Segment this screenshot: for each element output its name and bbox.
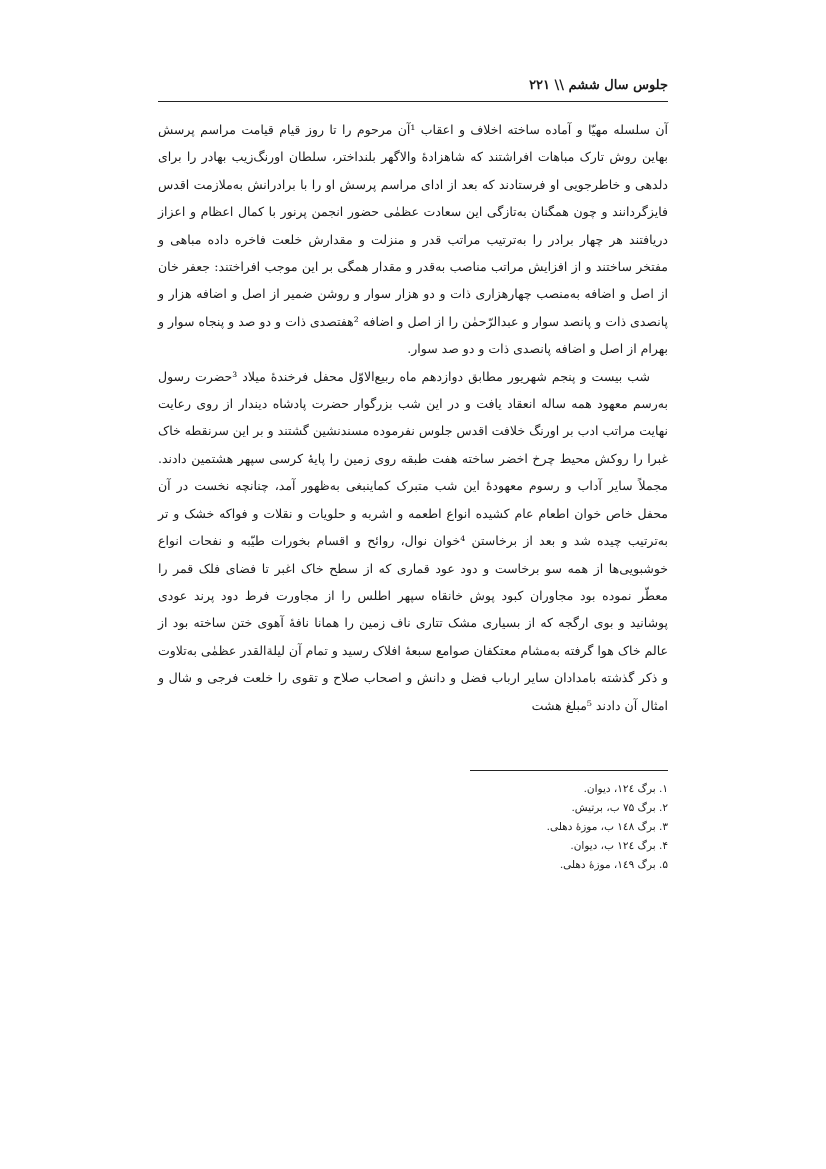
footnote-item: ۴. برگ ۱۲٤ ب، دیوان. — [570, 840, 668, 852]
footnote-item: ۳. برگ ۱٤۸ ب، موزهٔ دهلی. — [546, 821, 668, 833]
paragraph: شب بیست و پنجم شهریور مطابق دوازدهم ماه ربیع‌الاوّل محفل فرخندهٔ میلاد ³حضرت رسول به‌رسم معهود همه ساله انعقاد یافت و در این شب بزرگوار حضرت پادشاه دیندار از روی رعایت نهایت مراتب ادب بر اورنگ خلافت اقدس جلوس نفرموده مسندنشین گشتند و بر این سرنقطه خاک غبرا را روکش محیط چرخ اخضر ساخته هفت طبقه روی زمین را پایهٔ کرسی سپهر هشتمین دادند. مجملاً سایر آداب و رسوم معهودهٔ این شب متبرک کماینبغی به‌ظهور آمد، چنانچه نخست در آن محفل خاص خوان اطعام عام کشیده انواع اطعمه و اشربه و حلویات و نقلات و فواکه خشک و تر به‌ترتیب چیده شد و بعد از برخاستن ⁴خوان نوال، روائح و اقسام بخورات طیّبه و نفحات انواع خوشبویی‌ها از همه سو برخاست و دود عود قماری که از سطح خاک اغبر تا فضای فلک قمر را معطّر نموده بود مجاوران کبود پوش خانقاه سپهر اطلس را از مجاورت فرط دود پرند عودی پوشانید و بوی ارگجه که از بسیاری مشک تتاری ناف زمین را همانا نافهٔ آهوی ختن ساخته بود از عالم خاک هوا گرفته به‌مشام معتکفان صوامع سبعهٔ افلاک رسید و تمام آن لیلةالقدر عظمٰی به‌تلاوت و ذکر گذشته بامدادان سایر ارباب فضل و دانش و اصحاب صلاح و تقوی را خلعت فرجی و شال و امثال آن دادند ⁵مبلغ هشت — [158, 368, 668, 713]
running-head: جلوس سال ششم \\ ۲۲۱ — [529, 78, 668, 93]
footnote-rule — [470, 770, 668, 771]
footnote-item: ۵. برگ ۱٤۹، موزهٔ دهلی. — [559, 859, 668, 871]
body-text — [158, 116, 668, 719]
page-header — [158, 76, 668, 102]
footnote-item: ۲. برگ ۷۵ ب، برتیش. — [571, 802, 668, 814]
paragraph: آن سلسله مهیّا و آماده ساخته اخلاف و اعقاب ¹آن مرحوم را تا روز قیام قیامت مراسم پرسش بهاین روش تارک مباهات افراشتند که شاهزادهٔ والاگهر بلنداختر، سلطان اورنگ‌زیب بهادر را برای دلدهی و خاطرجویی او فرستادند که بعد از ادای مراسم پرسش او را با برادرانش به‌ملازمت اقدس فایزگردانند و چون همگنان به‌تازگی این سعادت عظمٰی حضور انجمن پرنور با کمال اعظام و اعزاز دریافتند هر چهار برادر را به‌ترتیب مراتب قدر و منزلت و مقدارش خلعت فاخره داده مباهی و مفتخر ساختند و از افزایش مراتب مناصب به‌قدر و مقدار همگی بر این موجب افراختند: جعفر خان از اصل و اضافه به‌منصب چهارهزاری ذات و دو هزار سوار و روشن ضمیر از اصل و اضافه هزار و پانصدی ذات و پانصد سوار و عبدالرّحمٰن را از اصل و اضافه ²هفتصدی ذات و دو صد و پنجاه سوار و بهرام از اصل و اضافه پانصدی ذات و دو صد سوار. — [158, 122, 668, 357]
header-rule — [158, 101, 668, 102]
footnotes-list — [368, 780, 668, 875]
footnote-item: ۱. برگ ۱۲٤، دیوان. — [583, 783, 668, 795]
